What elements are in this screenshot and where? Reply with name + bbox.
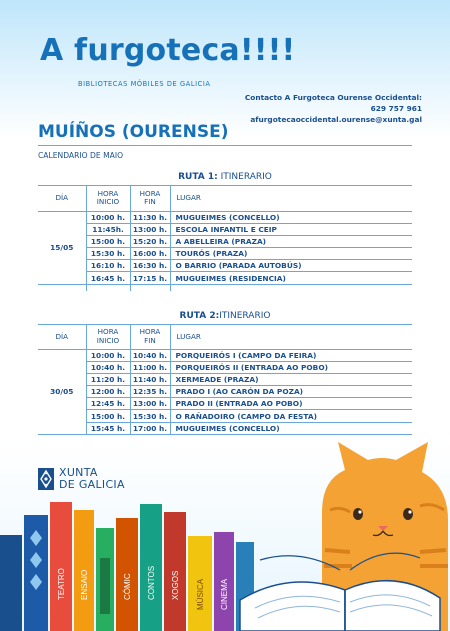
start-time: 16:10 h. xyxy=(86,260,130,272)
place-name: TOURÓS (PRAZA) xyxy=(170,248,412,260)
route-2-itinerary: ITINERARIO xyxy=(219,311,271,321)
page-title: MUÍÑOS (OURENSE) xyxy=(38,122,229,142)
book-label-musica: MÚSICA xyxy=(196,578,205,610)
place-name: MUGUEIMES (CONCELLO) xyxy=(170,211,412,223)
start-time: 10:00 h. xyxy=(86,211,130,223)
book-spines xyxy=(0,502,254,631)
table-row xyxy=(38,373,412,385)
col-dia: DÍA xyxy=(38,325,86,349)
start-time: 15:00 h. xyxy=(86,410,130,422)
end-time: 15:20 h. xyxy=(130,235,170,247)
col-hora-fin: HORA FIN xyxy=(130,186,170,211)
route-2-date: 30/05 xyxy=(38,349,86,434)
book-label-contos: CONTOS xyxy=(147,565,156,600)
place-name: PORQUEIRÓS II (ENTRADA AO POBO) xyxy=(170,361,412,373)
table-row xyxy=(38,422,412,434)
title-divider xyxy=(38,145,412,146)
start-time: 10:00 h. xyxy=(86,349,130,361)
book-spine-teatro xyxy=(50,502,72,631)
table-row xyxy=(38,260,412,272)
table-row xyxy=(38,410,412,422)
route-1-itinerary: ITINERARIO xyxy=(217,172,272,182)
col-lugar: LUGAR xyxy=(170,186,412,211)
end-time: 13:00 h. xyxy=(130,223,170,235)
route-1-label: RUTA 1: xyxy=(178,172,218,182)
end-time: 16:00 h. xyxy=(130,248,170,260)
place-name: A ABELLEIRA (PRAZA) xyxy=(170,235,412,247)
place-name: O RAÑADOIRO (CAMPO DA FESTA) xyxy=(170,410,412,422)
table-row xyxy=(38,248,412,260)
start-time: 12:00 h. xyxy=(86,386,130,398)
place-name: ESCOLA INFANTIL E CEIP xyxy=(170,223,412,235)
col-hora-fin: HORA FIN xyxy=(130,325,170,349)
table-row xyxy=(38,386,412,398)
xunta-line-2: DE GALICIA xyxy=(59,478,125,491)
brand-subtitle: BIBLIOTECAS MÓBILES DE GALICIA xyxy=(78,80,211,88)
start-time: 12:45 h. xyxy=(86,398,130,410)
place-name: O BARRIO (PARADA AUTOBÚS) xyxy=(170,260,412,272)
place-name: MUGUEIMES (RESIDENCIA) xyxy=(170,272,412,284)
start-time: 10:40 h. xyxy=(86,361,130,373)
brand-title: A furgoteca!!!! xyxy=(40,33,296,68)
contact-email[interactable]: afurgotecaoccidental.ourense@xunta.gal xyxy=(250,115,422,124)
table-row xyxy=(38,223,412,235)
end-time: 11:30 h. xyxy=(130,211,170,223)
book-label-xogos: XOGOS xyxy=(171,570,180,600)
end-time: 12:35 h. xyxy=(130,386,170,398)
route-2-label: RUTA 2: xyxy=(179,311,220,321)
start-time: 15:30 h. xyxy=(86,248,130,260)
place-name: PORQUEIRÓS I (CAMPO DA FEIRA) xyxy=(170,349,412,361)
table-row xyxy=(38,235,412,247)
contact-block xyxy=(245,92,422,125)
place-name: PRADO II (ENTRADA AO POBO) xyxy=(170,398,412,410)
calendar-subtitle: CALENDARIO DE MAIO xyxy=(38,151,124,160)
end-time: 11:00 h. xyxy=(130,361,170,373)
end-time: 13:00 h. xyxy=(130,398,170,410)
book-label-teatro: TEATRO xyxy=(57,568,66,600)
start-time: 11:20 h. xyxy=(86,373,130,385)
start-time: 15:00 h. xyxy=(86,235,130,247)
col-dia: DÍA xyxy=(38,186,86,211)
route-1-table xyxy=(38,186,412,291)
end-time: 17:15 h. xyxy=(130,272,170,284)
route-2-title xyxy=(38,311,412,321)
book-label-ensaio: ENSAIO xyxy=(80,569,89,600)
contact-label: Contacto A Furgoteca Ourense Occidental: xyxy=(244,93,422,102)
col-hora-inicio: HORA INICIO xyxy=(86,325,130,349)
route-1-date: 15/05 xyxy=(38,211,86,284)
books-and-cat-illustration xyxy=(0,440,450,631)
end-time: 15:30 h. xyxy=(130,410,170,422)
table-row xyxy=(38,398,412,410)
start-time: 15:45 h. xyxy=(86,422,130,434)
start-time: 11:45h. xyxy=(86,223,130,235)
book-label-cinema: CINEMA xyxy=(220,578,229,610)
col-lugar: LUGAR xyxy=(170,325,412,349)
place-name: MUGUEIMES (CONCELLO) xyxy=(170,422,412,434)
table-row xyxy=(38,349,412,361)
book-label-comic: CÓMIC xyxy=(123,573,132,600)
contact-phone[interactable]: 629 757 961 xyxy=(370,104,422,113)
place-name: XERMEADE (PRAZA) xyxy=(170,373,412,385)
xunta-line-1: XUNTA xyxy=(59,466,98,479)
table-row xyxy=(38,272,412,284)
place-name: PRADO I (AO CARÓN DA POZA) xyxy=(170,386,412,398)
end-time: 16:30 h. xyxy=(130,260,170,272)
end-time: 11:40 h. xyxy=(130,373,170,385)
end-time: 10:40 h. xyxy=(130,349,170,361)
end-time: 17:00 h. xyxy=(130,422,170,434)
table-row xyxy=(38,211,412,223)
start-time: 16:45 h. xyxy=(86,272,130,284)
table-row xyxy=(38,361,412,373)
col-hora-inicio: HORA INICIO xyxy=(86,186,130,211)
route-1-title xyxy=(38,172,412,182)
route-2-table xyxy=(38,325,412,435)
book-spine xyxy=(0,535,22,631)
